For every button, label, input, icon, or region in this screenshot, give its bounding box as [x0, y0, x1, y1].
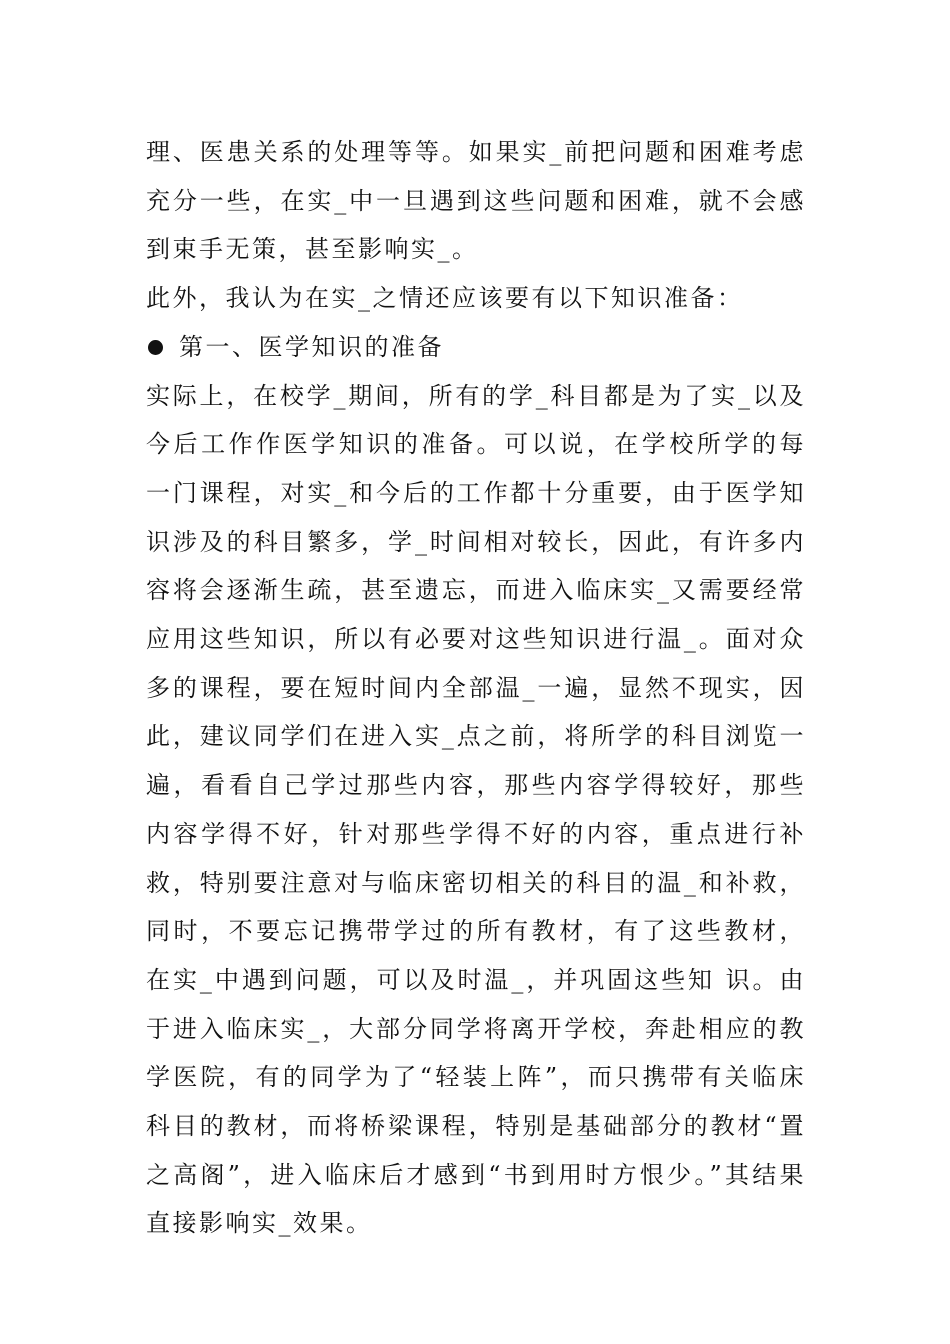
bullet-dot-icon — [148, 340, 163, 355]
paragraph-intro: 此外，我认为在实_之情还应该要有以下知识准备： — [146, 284, 744, 313]
bullet-item-label: 第一、医学知识的准备 — [179, 332, 444, 361]
document-page — [146, 128, 806, 1248]
paragraph-body: 实际上，在校学_期间，所有的学_科目都是为了实_以及今后工作作医学知识的准备。可以说，在学校所学的每一门课程，对实_和今后的工作都十分重要，由于医学知识涉及的科目繁多，学_时间相对较长，因此，有许多内容将会逐渐生疏，甚至遗忘，而进入临床实_又需要经常应用这些知识，所以有必要对这些知识进行温_。面对众多的课程，要在短时间内全部温_一遍，显然不现实，因此，建议同学们在进入实_点之前，将所学的科目浏览一遍，看看自己学过那些内容，那些内容学得较好，那些内容学得不好，针对那些学得不好的内容，重点进行补救，特别要注意对与临床密切相关的科目的温_和补救，同时，不要忘记携带学过的所有教材，有了这些教材，在实_中遇到问题，可以及时温_，并巩固这些知 识。由于进入临床实_，大部分同学将离开学校，奔赴相应的教学医院，有的同学为了“轻装上阵”，而只携带有关临床科目的教材，而将桥梁课程，特别是基础部分的教材“置之高阁”，进入临床后才感到“书到用时方恨少。”其结果直接影响实_效果。 — [146, 381, 806, 1238]
bullet-item — [146, 323, 806, 372]
paragraph-continuation: 理、医患关系的处理等等。如果实_前把问题和困难考虑充分一些，在实_中一旦遇到这些问题和困难，就不会感到束手无策，甚至影响实_。 — [146, 138, 806, 264]
